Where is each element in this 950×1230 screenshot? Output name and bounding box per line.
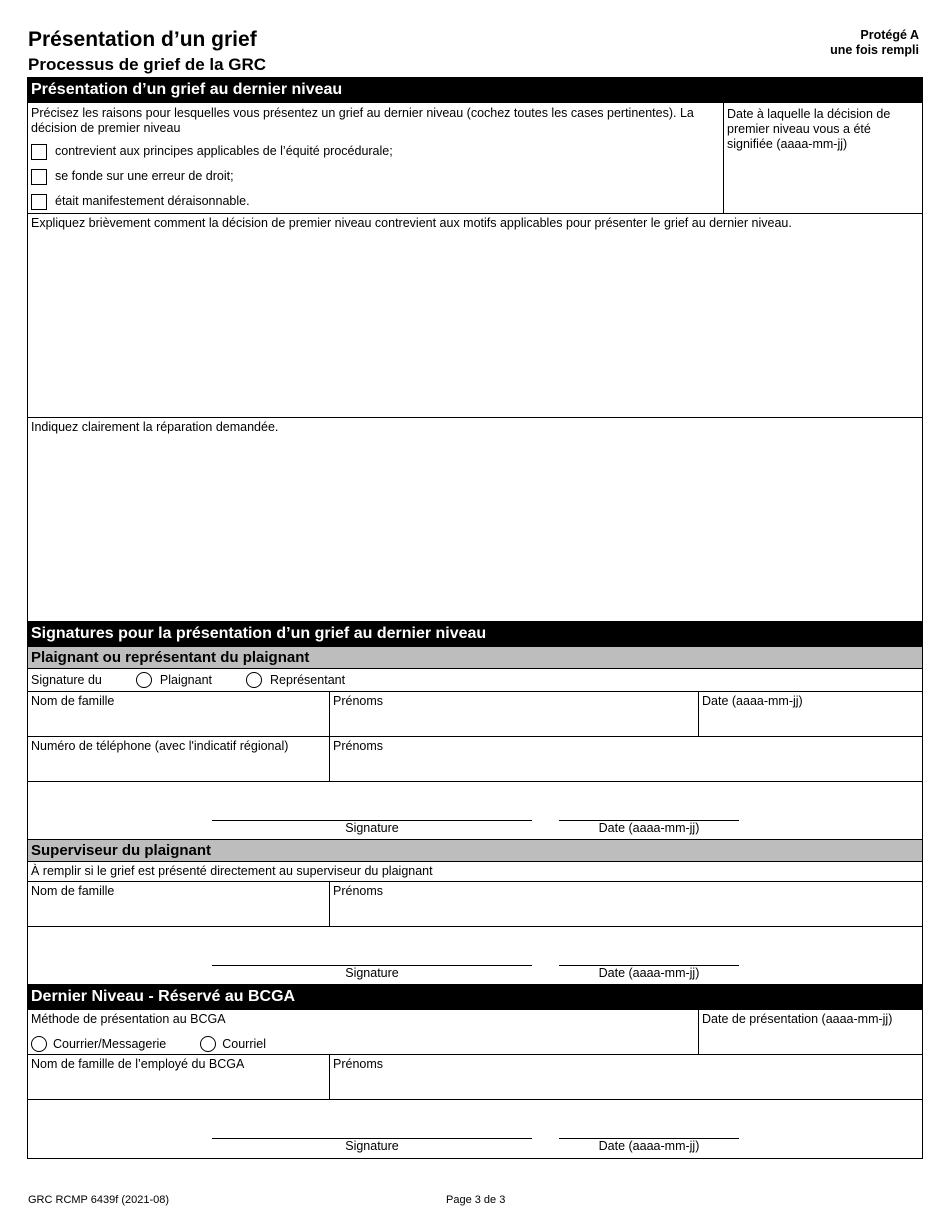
date-served-label: Date à laquelle la décision de premier niveau vous a été signifiée (aaaa-mm-jj) [727,107,891,151]
signature-label: Signature [345,1139,399,1153]
section-final-level-heading: Présentation d’un grief au dernier niveau [28,78,922,103]
date-served-field[interactable] [724,103,922,213]
remedy-label: Indiquez clairement la réparation demandée. [31,420,279,434]
section-signatures-heading: Signatures pour la présentation d’un grief au dernier niveau [28,622,922,647]
radio-label: Représentant [270,672,346,687]
field-label: Prénoms [333,739,384,753]
method-cell [28,1010,699,1054]
oca-name-row [28,1055,922,1100]
radio-complainant-option[interactable] [136,672,212,688]
signature-label: Signature [345,966,399,980]
reason-option-procedural[interactable] [31,139,720,164]
explain-field[interactable] [28,214,922,418]
security-classification [830,28,919,58]
oca-employee-last-name-field[interactable] [28,1055,330,1099]
first-names-field-2[interactable] [330,737,922,781]
date-field[interactable] [699,692,922,736]
radio-label: Courrier/Messagerie [53,1036,167,1051]
reason-option-unreasonable[interactable] [31,189,720,214]
supervisor-last-name-field[interactable] [28,882,330,926]
field-label: Date (aaaa-mm-jj) [702,694,803,708]
radio-label: Plaignant [159,672,213,687]
field-label: Prénoms [333,884,384,898]
reason-label: se fonde sur une erreur de droit; [55,169,234,183]
form-id: GRC RCMP 6439f (2021-08) [28,1194,170,1206]
reasons-cell [28,103,724,213]
phone-row [28,737,922,782]
field-label: Nom de famille de l’employé du BCGA [31,1057,245,1071]
reason-option-law[interactable] [31,164,720,189]
last-name-field[interactable] [28,692,330,736]
field-label: Numéro de téléphone (avec l'indicatif régional) [31,739,289,753]
method-options [31,1036,695,1052]
field-label: Prénoms [333,694,384,708]
protected-note: une fois rempli [830,43,919,57]
presentation-date-field[interactable] [699,1010,922,1054]
unreasonable-checkbox[interactable] [31,194,47,210]
representative-radio[interactable] [246,672,262,688]
oca-signature-row [28,1100,922,1158]
section-oca-heading: Dernier Niveau - Réservé au BCGA [28,985,922,1010]
reasons-intro: Précisez les raisons pour lesquelles vous présentez un grief au dernier niveau (cochez toutes les cases pertinentes). La décision de premier niveau [31,106,694,135]
complainant-signature-row [28,782,922,840]
complainant-radio[interactable] [136,672,152,688]
protected-label: Protégé A [860,28,919,42]
field-label: Nom de famille [31,694,115,708]
radio-label: Courriel [222,1036,266,1051]
page-title: Présentation d’un grief [28,28,257,51]
courier-radio[interactable] [31,1036,47,1052]
signature-label: Signature [345,821,399,835]
field-label: Nom de famille [31,884,115,898]
procedural-fairness-checkbox[interactable] [31,144,47,160]
name-row [28,692,922,737]
error-of-law-checkbox[interactable] [31,169,47,185]
field-label: Prénoms [333,1057,384,1071]
supervisor-signature-row [28,927,922,985]
complainant-subheading: Plaignant ou représentant du plaignant [28,647,922,669]
signature-of-label: Signature du [31,672,102,687]
explain-label: Expliquez brièvement comment la décision de premier niveau contrevient aux motifs applicables pour présenter le grief au dernier niveau. [31,216,792,230]
signature-date-label: Date (aaaa-mm-jj) [598,966,700,980]
page-subtitle: Processus de grief de la GRC [28,55,267,74]
reason-label: contrevient aux principes applicables de l’équité procédurale; [55,144,393,158]
phone-field[interactable] [28,737,330,781]
oca-first-names-field[interactable] [330,1055,922,1099]
supervisor-first-names-field[interactable] [330,882,922,926]
supervisor-name-row [28,882,922,927]
radio-representative-option[interactable] [246,672,345,688]
remedy-field[interactable] [28,418,922,622]
signature-date-label: Date (aaaa-mm-jj) [598,1139,700,1153]
remedy-cell[interactable] [28,418,922,621]
supervisor-note-row [28,862,922,882]
signature-of-cell [28,669,922,691]
supervisor-note: À remplir si le grief est présenté directement au superviseur du plaignant [31,864,433,878]
method-label: Méthode de présentation au BCGA [31,1012,226,1026]
page-number: Page 3 de 3 [446,1194,506,1206]
field-label: Date de présentation (aaaa-mm-jj) [702,1012,893,1026]
signature-date-label: Date (aaaa-mm-jj) [598,821,700,835]
email-radio[interactable] [200,1036,216,1052]
reasons-row [28,103,922,214]
explain-cell[interactable] [28,214,922,417]
signature-of-row [28,669,922,692]
reason-label: était manifestement déraisonnable. [55,194,250,208]
grievance-form [27,77,923,1159]
method-row [28,1010,922,1055]
first-names-field[interactable] [330,692,699,736]
supervisor-subheading: Superviseur du plaignant [28,840,922,862]
